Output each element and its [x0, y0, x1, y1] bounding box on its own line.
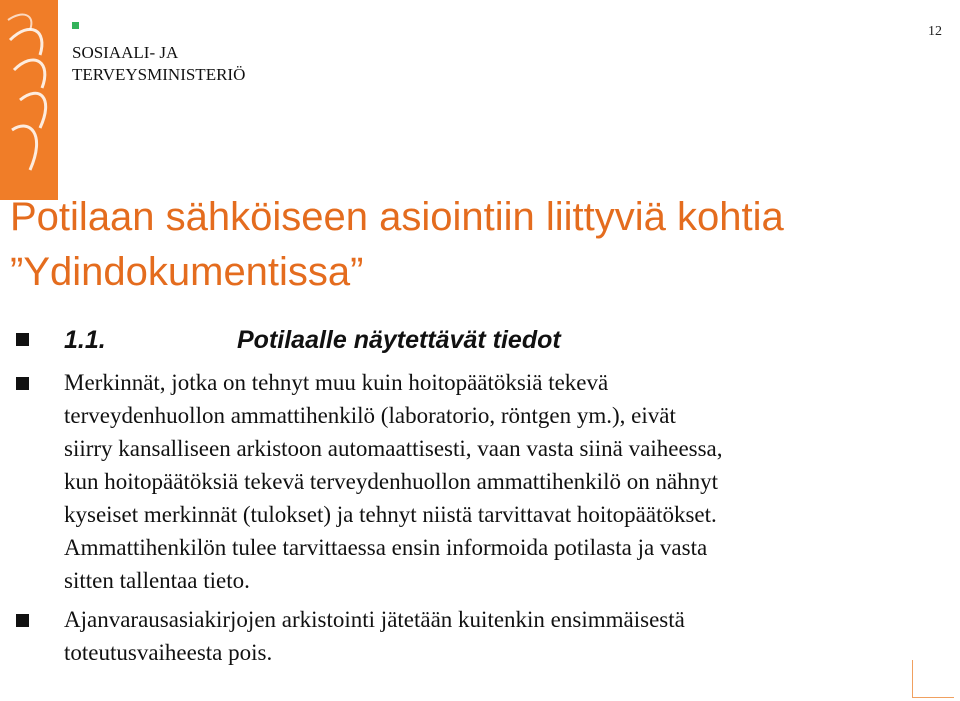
logo-swirl-graphic	[0, 0, 58, 200]
bullet-heading	[16, 322, 946, 358]
bullet-text-line: kun hoitopäätöksiä tekevä terveydenhuollon ammattihenkilö on nähnyt	[64, 469, 719, 494]
square-bullet-icon	[16, 333, 29, 346]
bullet-text-line: sitten tallentaa tieto.	[64, 568, 250, 593]
organization-name-line-1: SOSIAALI- JA	[72, 43, 179, 62]
organization-name-line-2: TERVEYSMINISTERIÖ	[72, 65, 246, 84]
ministry-logo-icon	[0, 0, 58, 200]
corner-decoration	[912, 660, 954, 698]
bullet-text-line: siirry kansalliseen arkistoon automaattisesti, vaan vasta siinä vaiheessa,	[64, 436, 723, 461]
bullet-text-line: toteutusvaiheesta pois.	[64, 640, 273, 665]
bullet-text-line: Merkinnät, jotka on tehnyt muu kuin hoitopäätöksiä tekevä	[64, 370, 609, 395]
bullet-item-merkinnat	[16, 366, 946, 597]
bullet-text-line: kyseiset merkinnät (tulokset) ja tehnyt niistä tarvittavat hoitopäätökset.	[64, 502, 717, 527]
square-bullet-icon	[16, 614, 29, 627]
page-number: 12	[928, 24, 942, 39]
bullet-item-ajanvaraus	[16, 603, 946, 669]
bullet-text-line: Ammattihenkilön tulee tarvittaessa ensin informoida potilasta ja vasta	[64, 535, 708, 560]
bullet-list	[16, 322, 946, 669]
square-bullet-icon	[16, 377, 29, 390]
slide-title	[10, 190, 784, 300]
slide-title-line-2: ”Ydindokumentissa”	[10, 250, 364, 294]
organization-name	[72, 42, 245, 86]
section-number: 1.1.	[64, 326, 106, 354]
bullet-text-line: Ajanvarausasiakirjojen arkistointi jätetään kuitenkin ensimmäisestä	[64, 607, 685, 632]
logo-square-icon	[72, 22, 79, 29]
bullet-text-line: terveydenhuollon ammattihenkilö (laboratorio, röntgen ym.), eivät	[64, 403, 676, 428]
slide-title-line-1: Potilaan sähköiseen asiointiin liittyviä kohtia	[10, 195, 784, 239]
section-heading: Potilaalle näytettävät tiedot	[237, 326, 561, 354]
